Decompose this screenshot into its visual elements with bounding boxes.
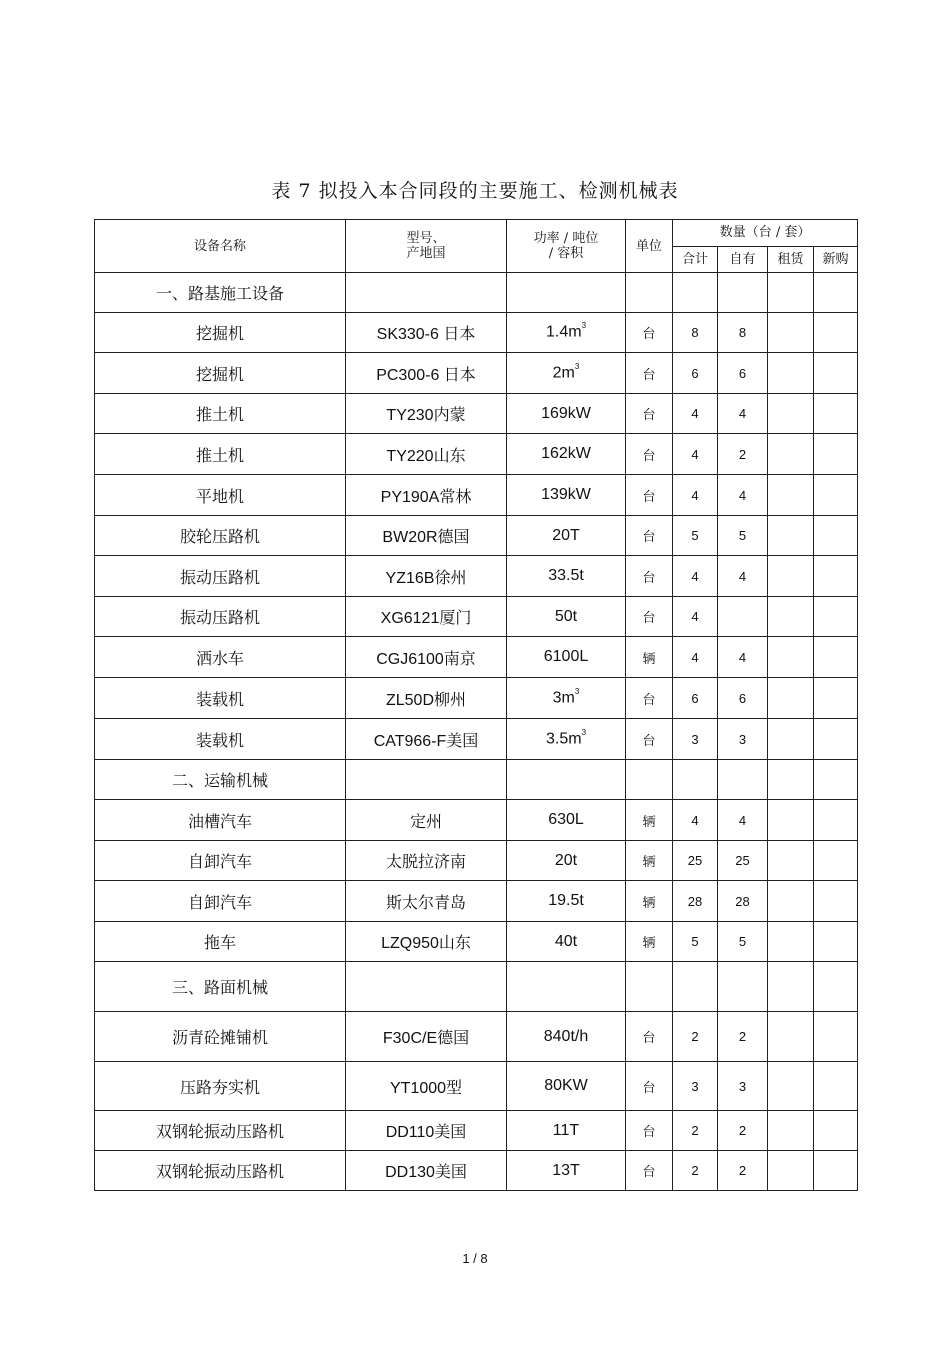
equipment-model: YT1000型 [346, 1062, 507, 1111]
qty-lease [768, 922, 814, 962]
equipment-unit: 台 [626, 475, 673, 516]
equipment-unit: 辆 [626, 881, 673, 922]
equipment-model: CGJ6100南京 [346, 637, 507, 678]
power-superscript: 3 [574, 361, 580, 371]
section-row [95, 760, 858, 800]
equipment-name: 沥青砼摊铺机 [95, 1012, 346, 1062]
table-row [95, 719, 858, 760]
table-row [95, 1062, 858, 1111]
qty-total: 4 [673, 475, 718, 516]
qty-total: 3 [673, 719, 718, 760]
table-row [95, 394, 858, 434]
equipment-unit: 辆 [626, 637, 673, 678]
table-row [95, 678, 858, 719]
empty-cell [718, 273, 768, 313]
equipment-unit: 台 [626, 678, 673, 719]
section-label: 一、路基施工设备 [95, 273, 346, 313]
qty-own: 2 [718, 1012, 768, 1062]
table-row [95, 1111, 858, 1151]
qty-new [814, 597, 858, 637]
qty-new [814, 1151, 858, 1191]
equipment-model: 斯太尔青岛 [346, 881, 507, 922]
qty-own: 6 [718, 353, 768, 394]
qty-new [814, 313, 858, 353]
qty-own: 4 [718, 637, 768, 678]
equipment-power [507, 556, 626, 597]
qty-new [814, 516, 858, 556]
table-row [95, 1151, 858, 1191]
empty-cell [814, 273, 858, 313]
qty-lease [768, 1151, 814, 1191]
equipment-name: 振动压路机 [95, 597, 346, 637]
qty-total: 25 [673, 841, 718, 881]
equipment-unit: 台 [626, 1062, 673, 1111]
header-total: 合计 [673, 246, 718, 273]
qty-lease [768, 881, 814, 922]
header-lease: 租赁 [768, 246, 814, 273]
qty-new [814, 800, 858, 841]
equipment-power [507, 353, 626, 394]
power-value: 20t [554, 851, 578, 869]
qty-lease [768, 516, 814, 556]
table-row [95, 475, 858, 516]
power-value: 19.5t [548, 892, 584, 909]
empty-cell [346, 962, 507, 1012]
equipment-model: ZL50D柳州 [346, 678, 507, 719]
qty-new [814, 637, 858, 678]
qty-total: 4 [673, 434, 718, 475]
qty-new [814, 841, 858, 881]
qty-total: 4 [673, 637, 718, 678]
qty-own: 5 [718, 516, 768, 556]
equipment-unit: 辆 [626, 841, 673, 881]
equipment-power [507, 922, 626, 962]
power-value: 1.4m [545, 323, 582, 341]
equipment-model: LZQ950山东 [346, 922, 507, 962]
power-value: 33.5t [548, 567, 584, 584]
qty-own: 4 [718, 800, 768, 841]
empty-cell [673, 962, 718, 1012]
qty-own: 2 [718, 1151, 768, 1191]
equipment-unit: 台 [626, 394, 673, 434]
equipment-name: 装载机 [95, 719, 346, 760]
header-quantity: 数量（台 / 套） [673, 220, 858, 247]
qty-total: 2 [673, 1012, 718, 1062]
qty-total: 3 [673, 1062, 718, 1111]
section-row [95, 273, 858, 313]
equipment-power [507, 1062, 626, 1111]
equipment-model: TY230内蒙 [346, 394, 507, 434]
equipment-power [507, 434, 626, 475]
header-new: 新购 [814, 246, 858, 273]
table-row [95, 800, 858, 841]
qty-total: 5 [673, 922, 718, 962]
empty-cell [626, 962, 673, 1012]
equipment-table [94, 219, 858, 1191]
table-row [95, 881, 858, 922]
qty-new [814, 434, 858, 475]
power-value: 40t [554, 932, 578, 950]
header-model-line1: 型号、 [406, 231, 446, 246]
header-power-line2: / 容积 [548, 246, 584, 261]
empty-cell [346, 273, 507, 313]
power-value: 2m [552, 364, 575, 382]
equipment-name: 挖掘机 [95, 353, 346, 394]
power-value: 50t [554, 607, 578, 625]
equipment-name: 拖车 [95, 922, 346, 962]
section-label: 二、运输机械 [95, 760, 346, 800]
table-row [95, 922, 858, 962]
header-unit: 单位 [626, 220, 673, 273]
qty-lease [768, 1012, 814, 1062]
equipment-name: 平地机 [95, 475, 346, 516]
equipment-power [507, 678, 626, 719]
equipment-unit: 台 [626, 1012, 673, 1062]
equipment-model: F30C/E德国 [346, 1012, 507, 1062]
qty-own: 2 [718, 434, 768, 475]
equipment-unit: 台 [626, 597, 673, 637]
equipment-model: DD130美国 [346, 1151, 507, 1191]
power-value: 80KW [544, 1077, 588, 1094]
header-name: 设备名称 [95, 220, 346, 273]
empty-cell [768, 962, 814, 1012]
table-title: 表 7 拟投入本合同段的主要施工、检测机械表 [271, 180, 679, 202]
qty-lease [768, 841, 814, 881]
qty-lease [768, 394, 814, 434]
qty-new [814, 719, 858, 760]
equipment-model: 太脱拉济南 [346, 841, 507, 881]
qty-new [814, 881, 858, 922]
equipment-name: 挖掘机 [95, 313, 346, 353]
equipment-power [507, 719, 626, 760]
equipment-unit: 台 [626, 516, 673, 556]
equipment-unit: 台 [626, 1111, 673, 1151]
qty-lease [768, 637, 814, 678]
equipment-power [507, 475, 626, 516]
qty-own: 25 [718, 841, 768, 881]
qty-total: 4 [673, 597, 718, 637]
equipment-unit: 台 [626, 1151, 673, 1191]
table-row [95, 597, 858, 637]
equipment-unit: 台 [626, 313, 673, 353]
qty-lease [768, 1111, 814, 1151]
qty-total: 28 [673, 881, 718, 922]
header-power [507, 220, 626, 273]
table-row [95, 353, 858, 394]
table-row [95, 313, 858, 353]
qty-own: 4 [718, 394, 768, 434]
equipment-name: 自卸汽车 [95, 881, 346, 922]
empty-cell [718, 962, 768, 1012]
empty-cell [507, 962, 626, 1012]
equipment-model: BW20R德国 [346, 516, 507, 556]
table-row [95, 556, 858, 597]
power-value: 139kW [541, 486, 591, 503]
qty-own: 5 [718, 922, 768, 962]
equipment-model: 定州 [346, 800, 507, 841]
equipment-power [507, 313, 626, 353]
header-model-line2: 产地国 [406, 246, 446, 261]
qty-lease [768, 313, 814, 353]
equipment-name: 双钢轮振动压路机 [95, 1151, 346, 1191]
equipment-power [507, 881, 626, 922]
equipment-name: 压路夯实机 [95, 1062, 346, 1111]
qty-new [814, 1111, 858, 1151]
qty-total: 2 [673, 1151, 718, 1191]
equipment-power [507, 1111, 626, 1151]
qty-total: 4 [673, 394, 718, 434]
equipment-model: PC300-6 日本 [346, 353, 507, 394]
empty-cell [507, 273, 626, 313]
equipment-model: YZ16B徐州 [346, 556, 507, 597]
equipment-power [507, 516, 626, 556]
power-value: 6100L [543, 648, 589, 665]
empty-cell [507, 760, 626, 800]
qty-own [718, 597, 768, 637]
empty-cell [346, 760, 507, 800]
equipment-power [507, 394, 626, 434]
qty-new [814, 353, 858, 394]
table-row [95, 1012, 858, 1062]
equipment-model: SK330-6 日本 [346, 313, 507, 353]
table-row [95, 637, 858, 678]
equipment-name: 自卸汽车 [95, 841, 346, 881]
qty-lease [768, 719, 814, 760]
empty-cell [768, 273, 814, 313]
qty-new [814, 475, 858, 516]
equipment-unit: 台 [626, 719, 673, 760]
qty-lease [768, 678, 814, 719]
table-row [95, 516, 858, 556]
qty-own: 4 [718, 556, 768, 597]
power-value: 20T [552, 526, 580, 544]
empty-cell [814, 760, 858, 800]
power-value: 3m [552, 689, 575, 707]
equipment-name: 洒水车 [95, 637, 346, 678]
equipment-name: 振动压路机 [95, 556, 346, 597]
qty-own: 6 [718, 678, 768, 719]
qty-lease [768, 800, 814, 841]
qty-total: 6 [673, 678, 718, 719]
equipment-name: 双钢轮振动压路机 [95, 1111, 346, 1151]
header-model [346, 220, 507, 273]
qty-own: 4 [718, 475, 768, 516]
table-row [95, 841, 858, 881]
equipment-unit: 辆 [626, 922, 673, 962]
qty-lease [768, 556, 814, 597]
qty-new [814, 394, 858, 434]
power-value: 840t/h [543, 1027, 589, 1045]
equipment-model: PY190A常林 [346, 475, 507, 516]
power-value: 13T [552, 1161, 580, 1179]
page-number: 1 / 8 [462, 1251, 488, 1266]
header-power-line1: 功率 / 吨位 [533, 231, 599, 246]
table-row [95, 434, 858, 475]
equipment-power [507, 800, 626, 841]
qty-lease [768, 597, 814, 637]
power-value: 3.5m [545, 730, 582, 748]
qty-total: 2 [673, 1111, 718, 1151]
qty-lease [768, 434, 814, 475]
power-value: 11T [552, 1121, 580, 1139]
power-superscript: 3 [574, 686, 580, 696]
equipment-name: 推土机 [95, 434, 346, 475]
empty-cell [673, 273, 718, 313]
empty-cell [768, 760, 814, 800]
qty-lease [768, 475, 814, 516]
equipment-unit: 台 [626, 556, 673, 597]
equipment-unit: 台 [626, 353, 673, 394]
equipment-power [507, 1012, 626, 1062]
equipment-power [507, 637, 626, 678]
qty-new [814, 1062, 858, 1111]
equipment-model: TY220山东 [346, 434, 507, 475]
equipment-power [507, 841, 626, 881]
equipment-name: 装载机 [95, 678, 346, 719]
section-row [95, 962, 858, 1012]
empty-cell [718, 760, 768, 800]
qty-total: 5 [673, 516, 718, 556]
equipment-power [507, 597, 626, 637]
qty-own: 28 [718, 881, 768, 922]
qty-own: 3 [718, 719, 768, 760]
qty-total: 8 [673, 313, 718, 353]
equipment-model: DD110美国 [346, 1111, 507, 1151]
section-label: 三、路面机械 [95, 962, 346, 1012]
qty-lease [768, 353, 814, 394]
empty-cell [626, 760, 673, 800]
qty-lease [768, 1062, 814, 1111]
header-own: 自有 [718, 246, 768, 273]
power-value: 630L [548, 811, 584, 828]
equipment-unit: 辆 [626, 800, 673, 841]
equipment-power [507, 1151, 626, 1191]
empty-cell [626, 273, 673, 313]
qty-own: 8 [718, 313, 768, 353]
qty-new [814, 556, 858, 597]
qty-new [814, 1012, 858, 1062]
qty-total: 4 [673, 556, 718, 597]
qty-own: 3 [718, 1062, 768, 1111]
equipment-name: 油槽汽车 [95, 800, 346, 841]
equipment-model: XG6121厦门 [346, 597, 507, 637]
qty-total: 6 [673, 353, 718, 394]
header-row [95, 220, 858, 247]
equipment-name: 推土机 [95, 394, 346, 434]
power-superscript: 3 [581, 727, 587, 737]
equipment-unit: 台 [626, 434, 673, 475]
equipment-model: CAT966-F美国 [346, 719, 507, 760]
equipment-name: 胶轮压路机 [95, 516, 346, 556]
power-value: 169kW [541, 404, 591, 422]
qty-total: 4 [673, 800, 718, 841]
qty-new [814, 922, 858, 962]
qty-new [814, 678, 858, 719]
power-superscript: 3 [581, 321, 587, 331]
empty-cell [814, 962, 858, 1012]
qty-own: 2 [718, 1111, 768, 1151]
power-value: 162kW [541, 445, 591, 462]
empty-cell [673, 760, 718, 800]
